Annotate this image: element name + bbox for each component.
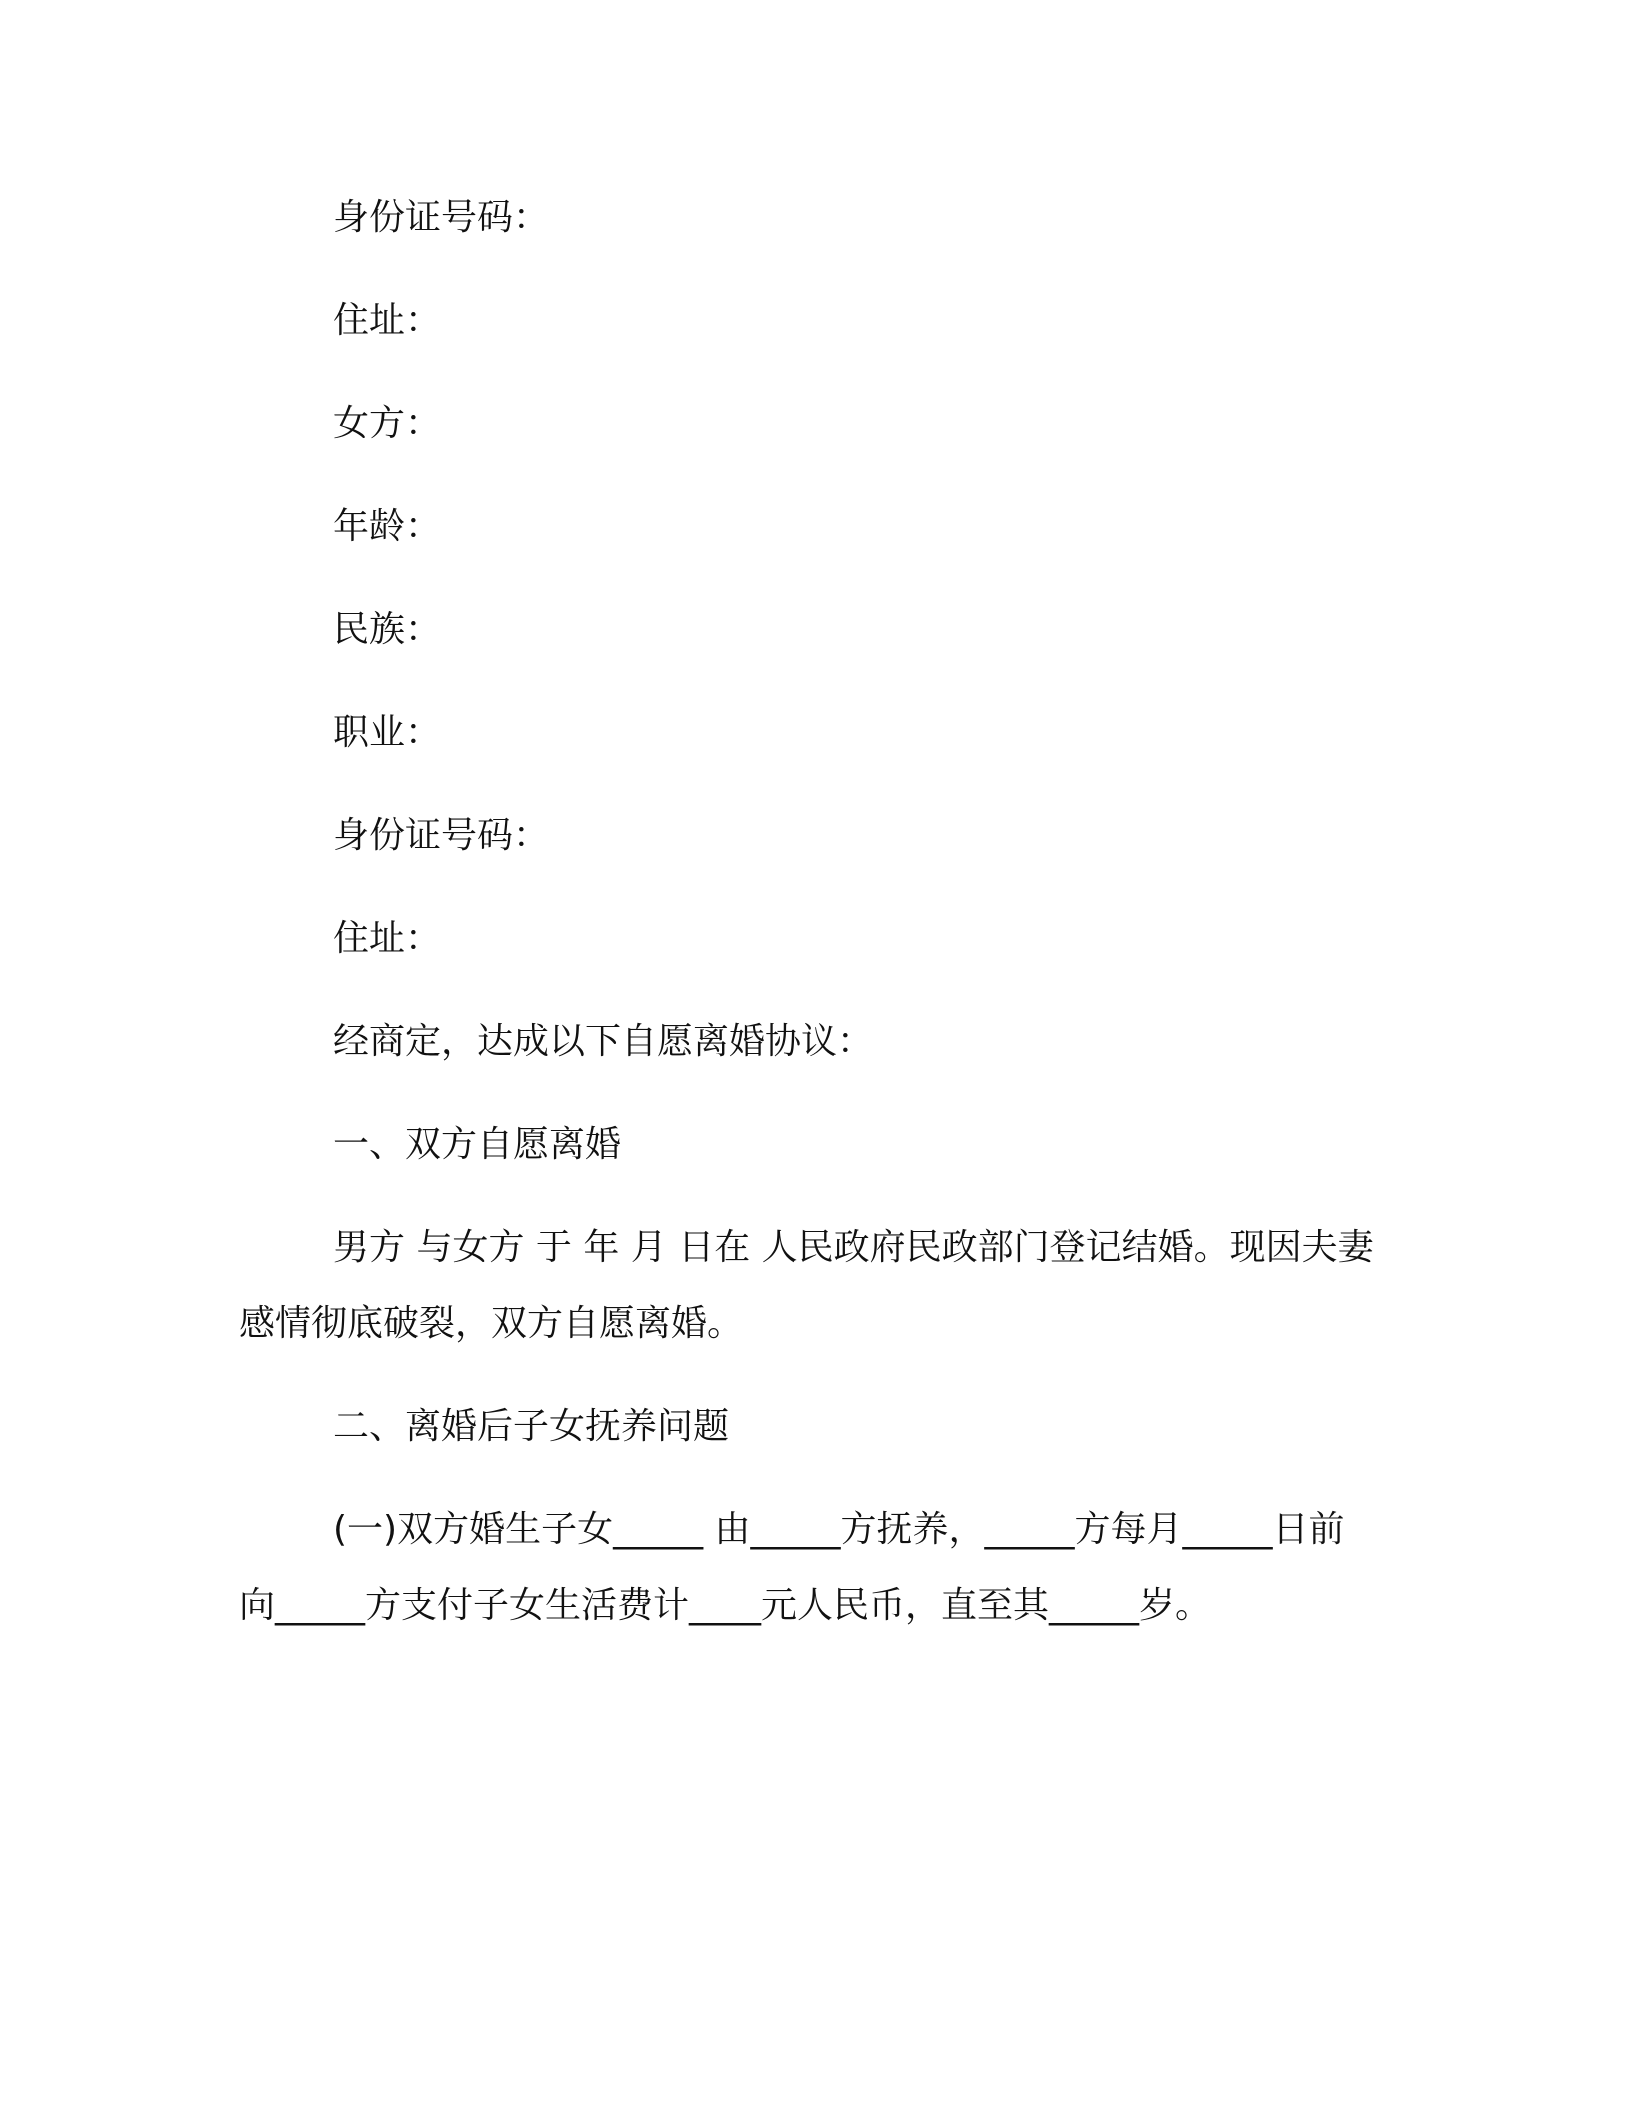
id-number-label-2: 身份证号码：: [333, 815, 550, 856]
ethnicity-label: 民族：: [333, 609, 442, 650]
section-heading-2: 二、离婚后子女抚养问题: [333, 1406, 730, 1447]
marriage-paragraph: 男方 与女方 于 年 月 日在 人民政府民政部门登记结婚。现因夫妻感情彻底破裂，双方自愿离婚。: [239, 1227, 1374, 1344]
child-support-paragraph: (一)双方婚生子女_____ 由_____方抚养，_____方每月_____日前向_____方支付子女生活费计____元人民币，直至其_____岁。: [239, 1509, 1345, 1626]
agreement-intro: 经商定，达成以下自愿离婚协议：: [333, 1021, 874, 1062]
age-label: 年龄：: [333, 506, 442, 547]
id-number-label: 身份证号码：: [333, 197, 550, 238]
address-label: 住址：: [333, 300, 442, 341]
address-label-2: 住址：: [333, 918, 442, 959]
section-heading-1: 一、双方自愿离婚: [333, 1124, 622, 1165]
occupation-label: 职业：: [333, 712, 442, 753]
female-party-label: 女方：: [333, 403, 442, 444]
